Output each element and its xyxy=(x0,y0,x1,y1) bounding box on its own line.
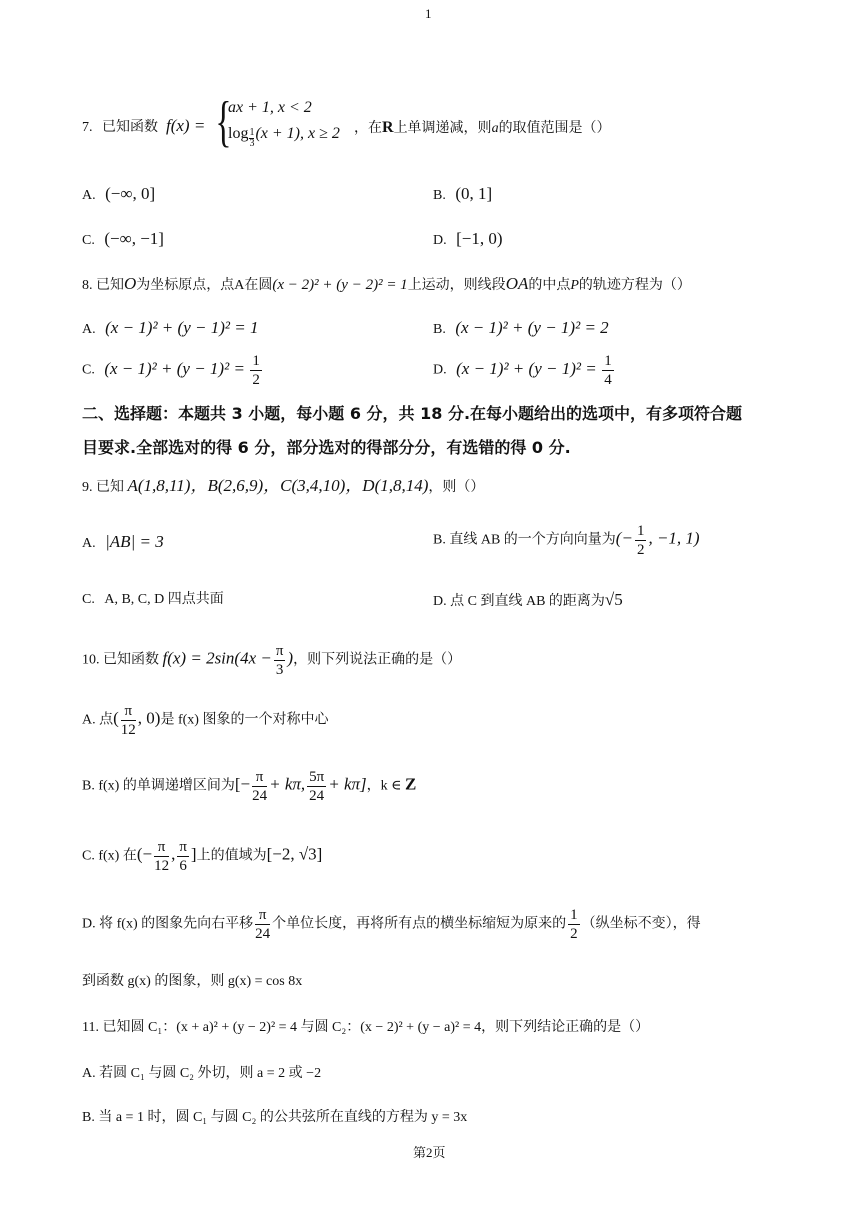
q8-option-d[interactable]: D. (x − 1)² + (y − 1)² = $\frac{1}{4}$ xyxy=(433,353,612,388)
q10-option-a[interactable]: A. 点( $\frac{\pi}{12}$ , 0)是 f(x) 图象的一个对称中心 xyxy=(82,703,329,738)
question-11: 11. 已知圆 C₁：(x + a)² + (y − 2)² = 4 与圆 C₂：(x − 2)² + (y − a)² = 4，则下列结论正确的是（） xyxy=(82,1020,650,1035)
question-9: 9. 已知 A(1,8,11)，B(2,6,9)，C(3,4,10)，D(1,8,14)，则（） xyxy=(82,476,485,495)
q9-option-b[interactable]: B. 直线 AB 的一个方向向量为(− $\frac{1}{2}$ , −1, 1) xyxy=(433,523,700,558)
q9-option-d[interactable]: D. 点 C 到直线 AB 的距离为√5 xyxy=(433,590,623,609)
q7-case-2: log $\frac{1}{3}$ (x + 1), x ≥ 2 xyxy=(228,125,340,149)
page-footer: 第2页 xyxy=(413,1145,446,1160)
q8-option-b[interactable]: B. (x − 1)² + (y − 1)² = 2 xyxy=(433,318,609,337)
q11-option-a[interactable]: A. 若圆 C₁ 与圆 C₂ 外切，则 a = 2 或 −2 xyxy=(82,1066,322,1081)
q9-option-a[interactable]: A. |AB| = 3 xyxy=(82,532,164,551)
q7-lead: 已知函数 xyxy=(102,120,158,135)
q7-case-1: ax + 1, x < 2 xyxy=(228,99,312,116)
q10-option-b[interactable]: B. f(x) 的单调递增区间为[− $\frac{\pi}{24}$ + kπ, $\frac{5\pi}{24}$ + kπ]，k ∈ Z xyxy=(82,769,417,804)
q7-option-a[interactable]: A. (−∞, 0] xyxy=(82,184,156,203)
q10-option-c[interactable]: C. f(x) 在(− $\frac{\pi}{12}$ , $\frac{\pi}{6}$ ]上的值域为[−2, √3] xyxy=(82,839,323,874)
page-number: 1 xyxy=(425,6,432,21)
question-8: 8. 已知O为坐标原点，点A在圆(x − 2)² + (y − 2)² = 1上运动，则线段OA的中点P的轨迹方程为（） xyxy=(82,274,691,293)
q9-option-c[interactable]: C. A, B, C, D 四点共面 xyxy=(82,592,224,607)
q7-option-c[interactable]: C. (−∞, −1] xyxy=(82,229,164,248)
q11-option-b[interactable]: B. 当 a = 1 时，圆 C₁ 与圆 C₂ 的公共弦所在直线的方程为 y = 3x xyxy=(82,1110,468,1125)
section-2-heading-line-1: 二、选择题：本题共 3 小题，每小题 6 分，共 18 分.在每小题给出的选项中，有多项符合题 xyxy=(82,404,743,423)
q8-option-a[interactable]: A. (x − 1)² + (y − 1)² = 1 xyxy=(82,318,259,337)
q7-tail: ，在R上单调递减，则a的取值范围是（） xyxy=(354,119,611,136)
q7-number: 7. xyxy=(82,120,93,135)
section-2-heading-line-2: 目要求.全部选对的得 6 分，部分选对的得部分分，有选错的得 0 分. xyxy=(82,438,571,457)
q10-option-d-continued: 到函数 g(x) 的图象，则 g(x) = cos 8x xyxy=(82,974,303,989)
q7-brace: { xyxy=(215,91,232,153)
question-10: 10. 已知函数 f(x) = 2sin(4x − $\frac{\pi}{3}$ )，则下列说法正确的是（） xyxy=(82,643,462,678)
q7-option-b[interactable]: B. (0, 1] xyxy=(433,184,493,203)
q7-option-d[interactable]: D. [−1, 0) xyxy=(433,229,503,248)
q10-option-d[interactable]: D. 将 f(x) 的图象先向右平移 $\frac{\pi}{24}$ 个单位长度，再将所有点的横坐标缩短为原来的 $\frac{1}{2}$ （纵坐标不变），得 xyxy=(82,907,701,942)
q7-function: f(x) = xyxy=(166,116,206,135)
q8-option-c[interactable]: C. (x − 1)² + (y − 1)² = $\frac{1}{2}$ xyxy=(82,353,260,388)
